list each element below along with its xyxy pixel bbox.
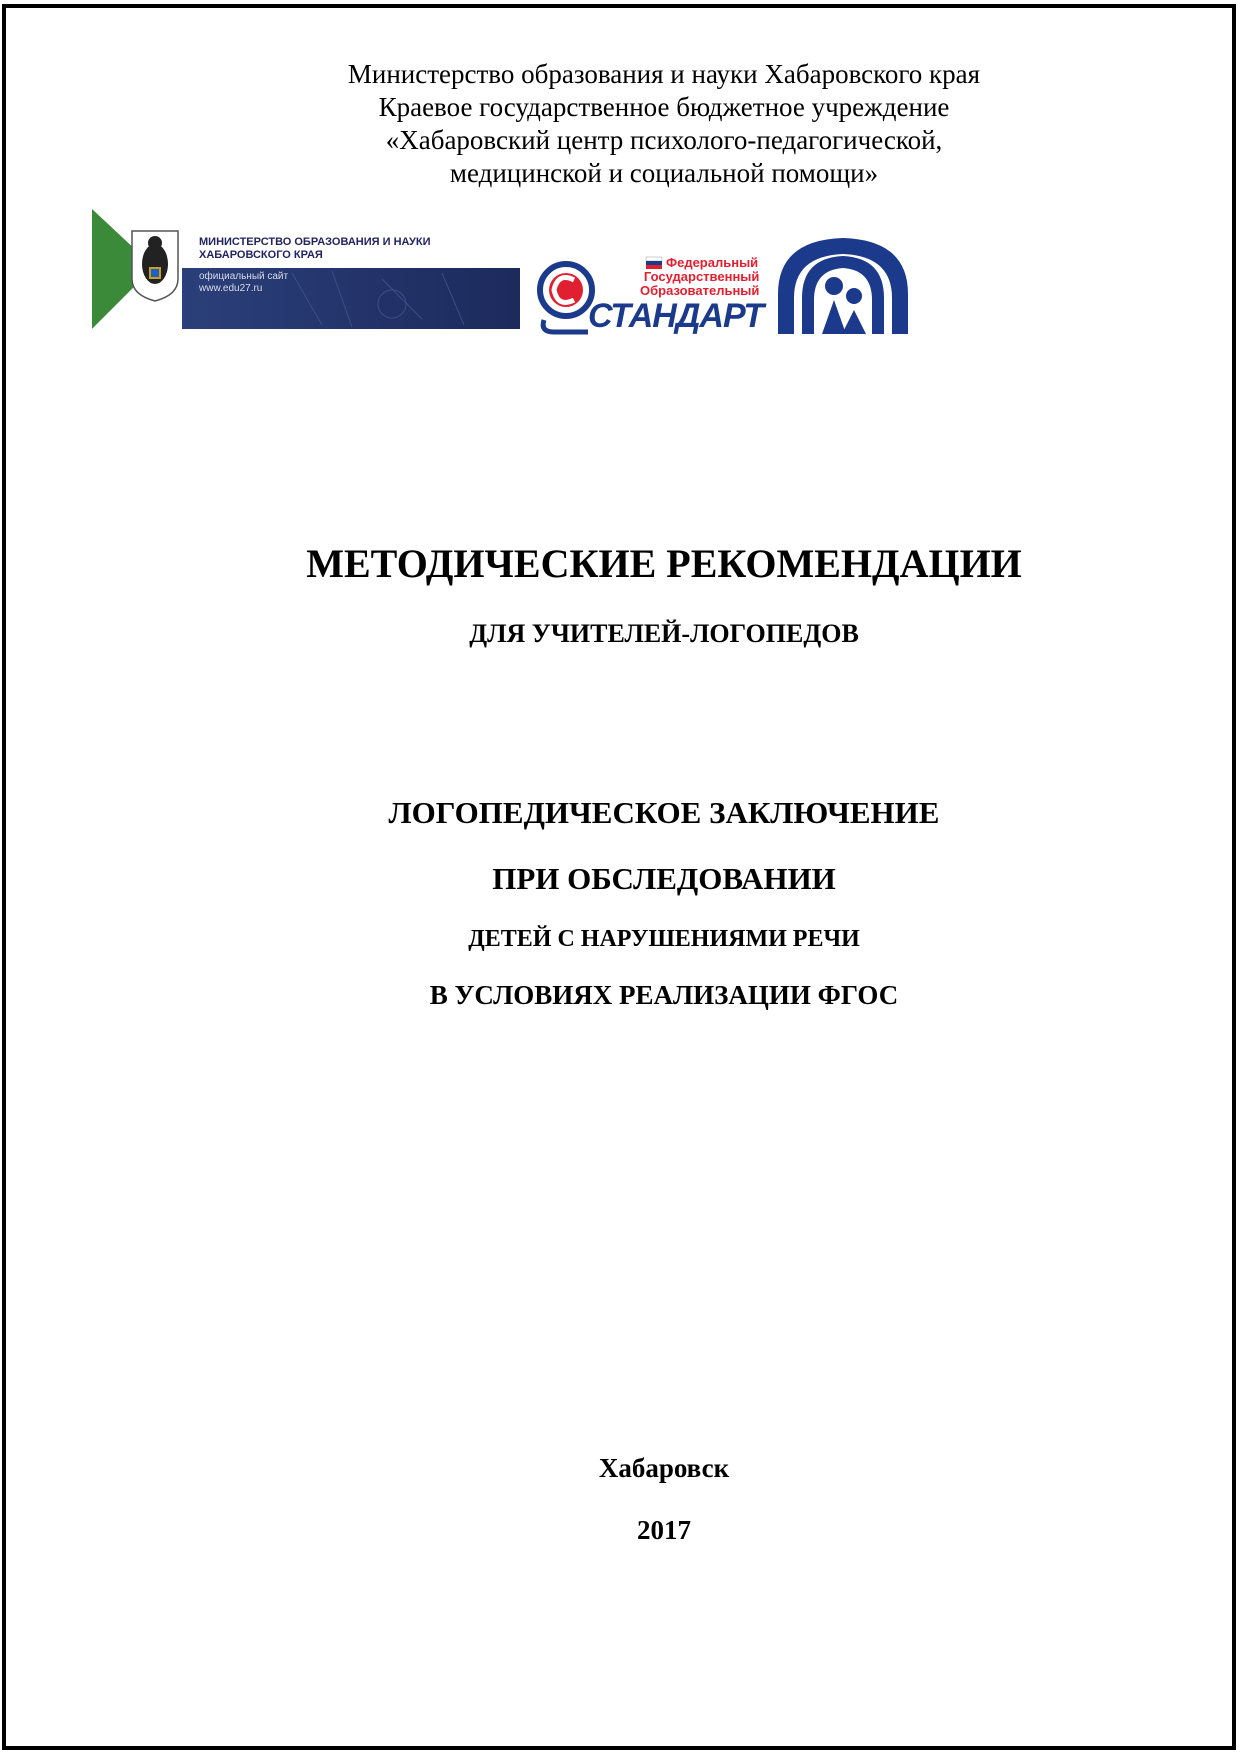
- fgos-line2: Государственный: [643, 269, 760, 284]
- fgos-logo-text-2: [640, 270, 759, 298]
- header-line-center-name: «Хабаровский центр психолого-педагогической,: [385, 125, 943, 155]
- ministry-logo-line1: МИНИСТЕРСТВО ОБРАЗОВАНИЯ И НАУКИ: [199, 236, 431, 248]
- header-line-institution-type: Краевое государственное бюджетное учреждение: [378, 92, 950, 122]
- publication-year: 2017: [637, 1515, 691, 1545]
- topic-line-1: ЛОГОПЕДИЧЕСКОЕ ЗАКЛЮЧЕНИЕ: [388, 795, 940, 830]
- topic-line-3: ДЕТЕЙ С НАРУШЕНИЯМИ РЕЧИ: [468, 926, 860, 952]
- fgos-logo-text: [666, 256, 758, 270]
- fgos-line3: Образовательный: [640, 283, 760, 298]
- center-emblem-graphic: [778, 238, 908, 336]
- ministry-site-text: [199, 271, 288, 295]
- ministry-logo-text: [199, 236, 431, 262]
- fgos-line1: Федеральный: [666, 255, 759, 270]
- document-subtitle: ДЛЯ УЧИТЕЛЕЙ-ЛОГОПЕДОВ: [469, 619, 859, 648]
- ministry-site-label: официальный сайт: [199, 271, 289, 282]
- topic-line-2: ПРИ ОБСЛЕДОВАНИИ: [492, 861, 836, 896]
- ministry-site-url: www.edu27.ru: [199, 283, 263, 294]
- fgos-standard-word: СТАНДАРТ: [588, 297, 764, 335]
- document-title: МЕТОДИЧЕСКИЕ РЕКОМЕНДАЦИИ: [306, 541, 1022, 586]
- ministry-logo-line2: ХАБАРОВСКОГО КРАЯ: [199, 249, 323, 261]
- ministry-banner-graphic: [92, 209, 520, 329]
- ministry-logo: [92, 209, 520, 329]
- center-emblem-logo: [778, 238, 908, 336]
- header-line-ministry: Министерство образования и науки Хабаровского края: [347, 59, 981, 89]
- topic-line-4: В УСЛОВИЯХ РЕАЛИЗАЦИИ ФГОС: [429, 980, 899, 1010]
- fgos-logo: [536, 250, 766, 336]
- header-line-center-name-cont: медицинской и социальной помощи»: [449, 158, 879, 188]
- organization-header: [0, 58, 1240, 190]
- publication-city: Хабаровск: [598, 1453, 730, 1483]
